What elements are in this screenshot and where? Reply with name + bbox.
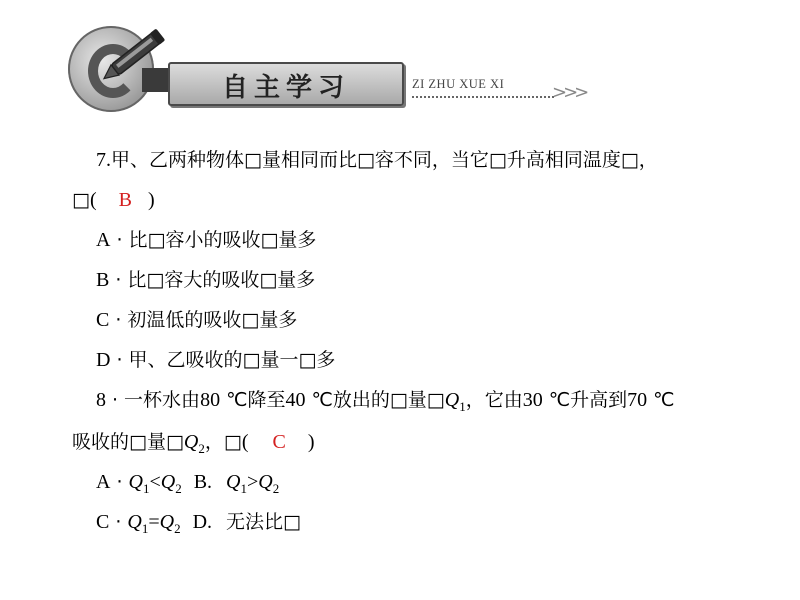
q8-text: 一杯水由	[124, 389, 201, 411]
q8-paren-close: )	[307, 431, 315, 453]
option-sep: ·	[116, 471, 123, 493]
q-symbol: Q	[444, 389, 460, 411]
q-subscript: 2	[175, 481, 182, 496]
option-letter: B	[96, 269, 110, 291]
q8-value: 80	[200, 389, 221, 411]
q8-value: 30	[522, 389, 543, 411]
option-text: 甲、乙吸收的□量一□多	[128, 349, 336, 371]
q-subscript: 1	[141, 521, 149, 536]
option-letter: A	[96, 471, 111, 493]
q8-options-ab	[96, 470, 279, 501]
q-subscript: 1	[459, 399, 466, 414]
q8-paren-open: (	[241, 431, 249, 453]
equals-sign: =	[148, 511, 160, 533]
q7-number: 7.	[96, 149, 111, 171]
q8-sep: ·	[112, 389, 119, 411]
option-letter: D.	[192, 511, 213, 533]
q-symbol: Q	[226, 471, 241, 493]
section-title: 自主学习	[221, 73, 350, 103]
q-symbol: Q	[127, 511, 142, 533]
q7-option-a	[96, 228, 316, 252]
q7-stem-line1	[96, 148, 658, 172]
q8-text: ℃放出的□量□	[311, 389, 445, 411]
q7-stem-text: 甲、乙两种物体□量相同而比□容不同，当它□升高相同温度□，	[111, 149, 658, 171]
q7-option-b	[96, 268, 315, 292]
q-symbol: Q	[159, 511, 175, 533]
q7-stem-prefix: □	[72, 189, 90, 211]
q8-text: 吸收的□量□	[72, 431, 184, 453]
q-subscript: 1	[240, 481, 247, 496]
option-letter: D	[96, 349, 111, 371]
section-pinyin: ZI ZHU XUE XI	[412, 77, 505, 91]
option-sep: ·	[115, 269, 122, 291]
q7-option-d	[96, 348, 335, 372]
q7-answer: B	[118, 189, 132, 211]
dotted-rule	[412, 96, 554, 98]
q7-paren-open: (	[89, 189, 97, 211]
q-symbol: Q	[183, 431, 199, 453]
option-sep: ·	[116, 229, 123, 251]
option-letter: C	[96, 309, 110, 331]
option-sep: ·	[115, 309, 122, 331]
q8-stem-line1	[96, 388, 675, 419]
banner-tag	[142, 68, 170, 92]
greater-than-sign: >	[246, 471, 259, 493]
option-sep: ·	[115, 511, 122, 533]
q-subscript: 1	[142, 481, 150, 496]
arrows-icon: >>>	[552, 82, 586, 103]
option-letter: A	[96, 229, 111, 251]
q-subscript: 2	[198, 441, 205, 456]
option-sep: ·	[116, 349, 123, 371]
q-symbol: Q	[128, 471, 143, 493]
q8-value: 40	[285, 389, 306, 411]
section-banner	[60, 20, 590, 110]
option-text: 比□容大的吸收□量多	[127, 269, 316, 291]
q8-answer: C	[272, 431, 286, 453]
q7-stem-line2	[72, 188, 155, 212]
q8-options-cd	[96, 510, 301, 541]
q-subscript: 2	[272, 481, 280, 496]
q8-stem-line2	[72, 430, 315, 461]
option-letter: C	[96, 511, 110, 533]
option-text: 无法比□	[226, 511, 301, 533]
q8-number: 8	[96, 389, 106, 411]
q8-text: ，□	[204, 431, 242, 453]
less-than-sign: <	[149, 471, 161, 493]
q7-paren-close: )	[147, 189, 155, 211]
q8-text: ，它由	[465, 389, 523, 411]
section-title-box	[168, 62, 404, 106]
option-text: 比□容小的吸收□量多	[128, 229, 317, 251]
q-symbol: Q	[258, 471, 273, 493]
q-symbol: Q	[160, 471, 176, 493]
q-subscript: 2	[174, 521, 181, 536]
q8-text: ℃	[653, 389, 675, 411]
q7-option-c	[96, 308, 297, 332]
q8-value: 70	[627, 389, 648, 411]
q8-text: ℃升高到	[548, 389, 628, 411]
q8-text: ℃降至	[226, 389, 286, 411]
option-text: 初温低的吸收□量多	[127, 309, 298, 331]
option-letter: B.	[193, 471, 213, 493]
